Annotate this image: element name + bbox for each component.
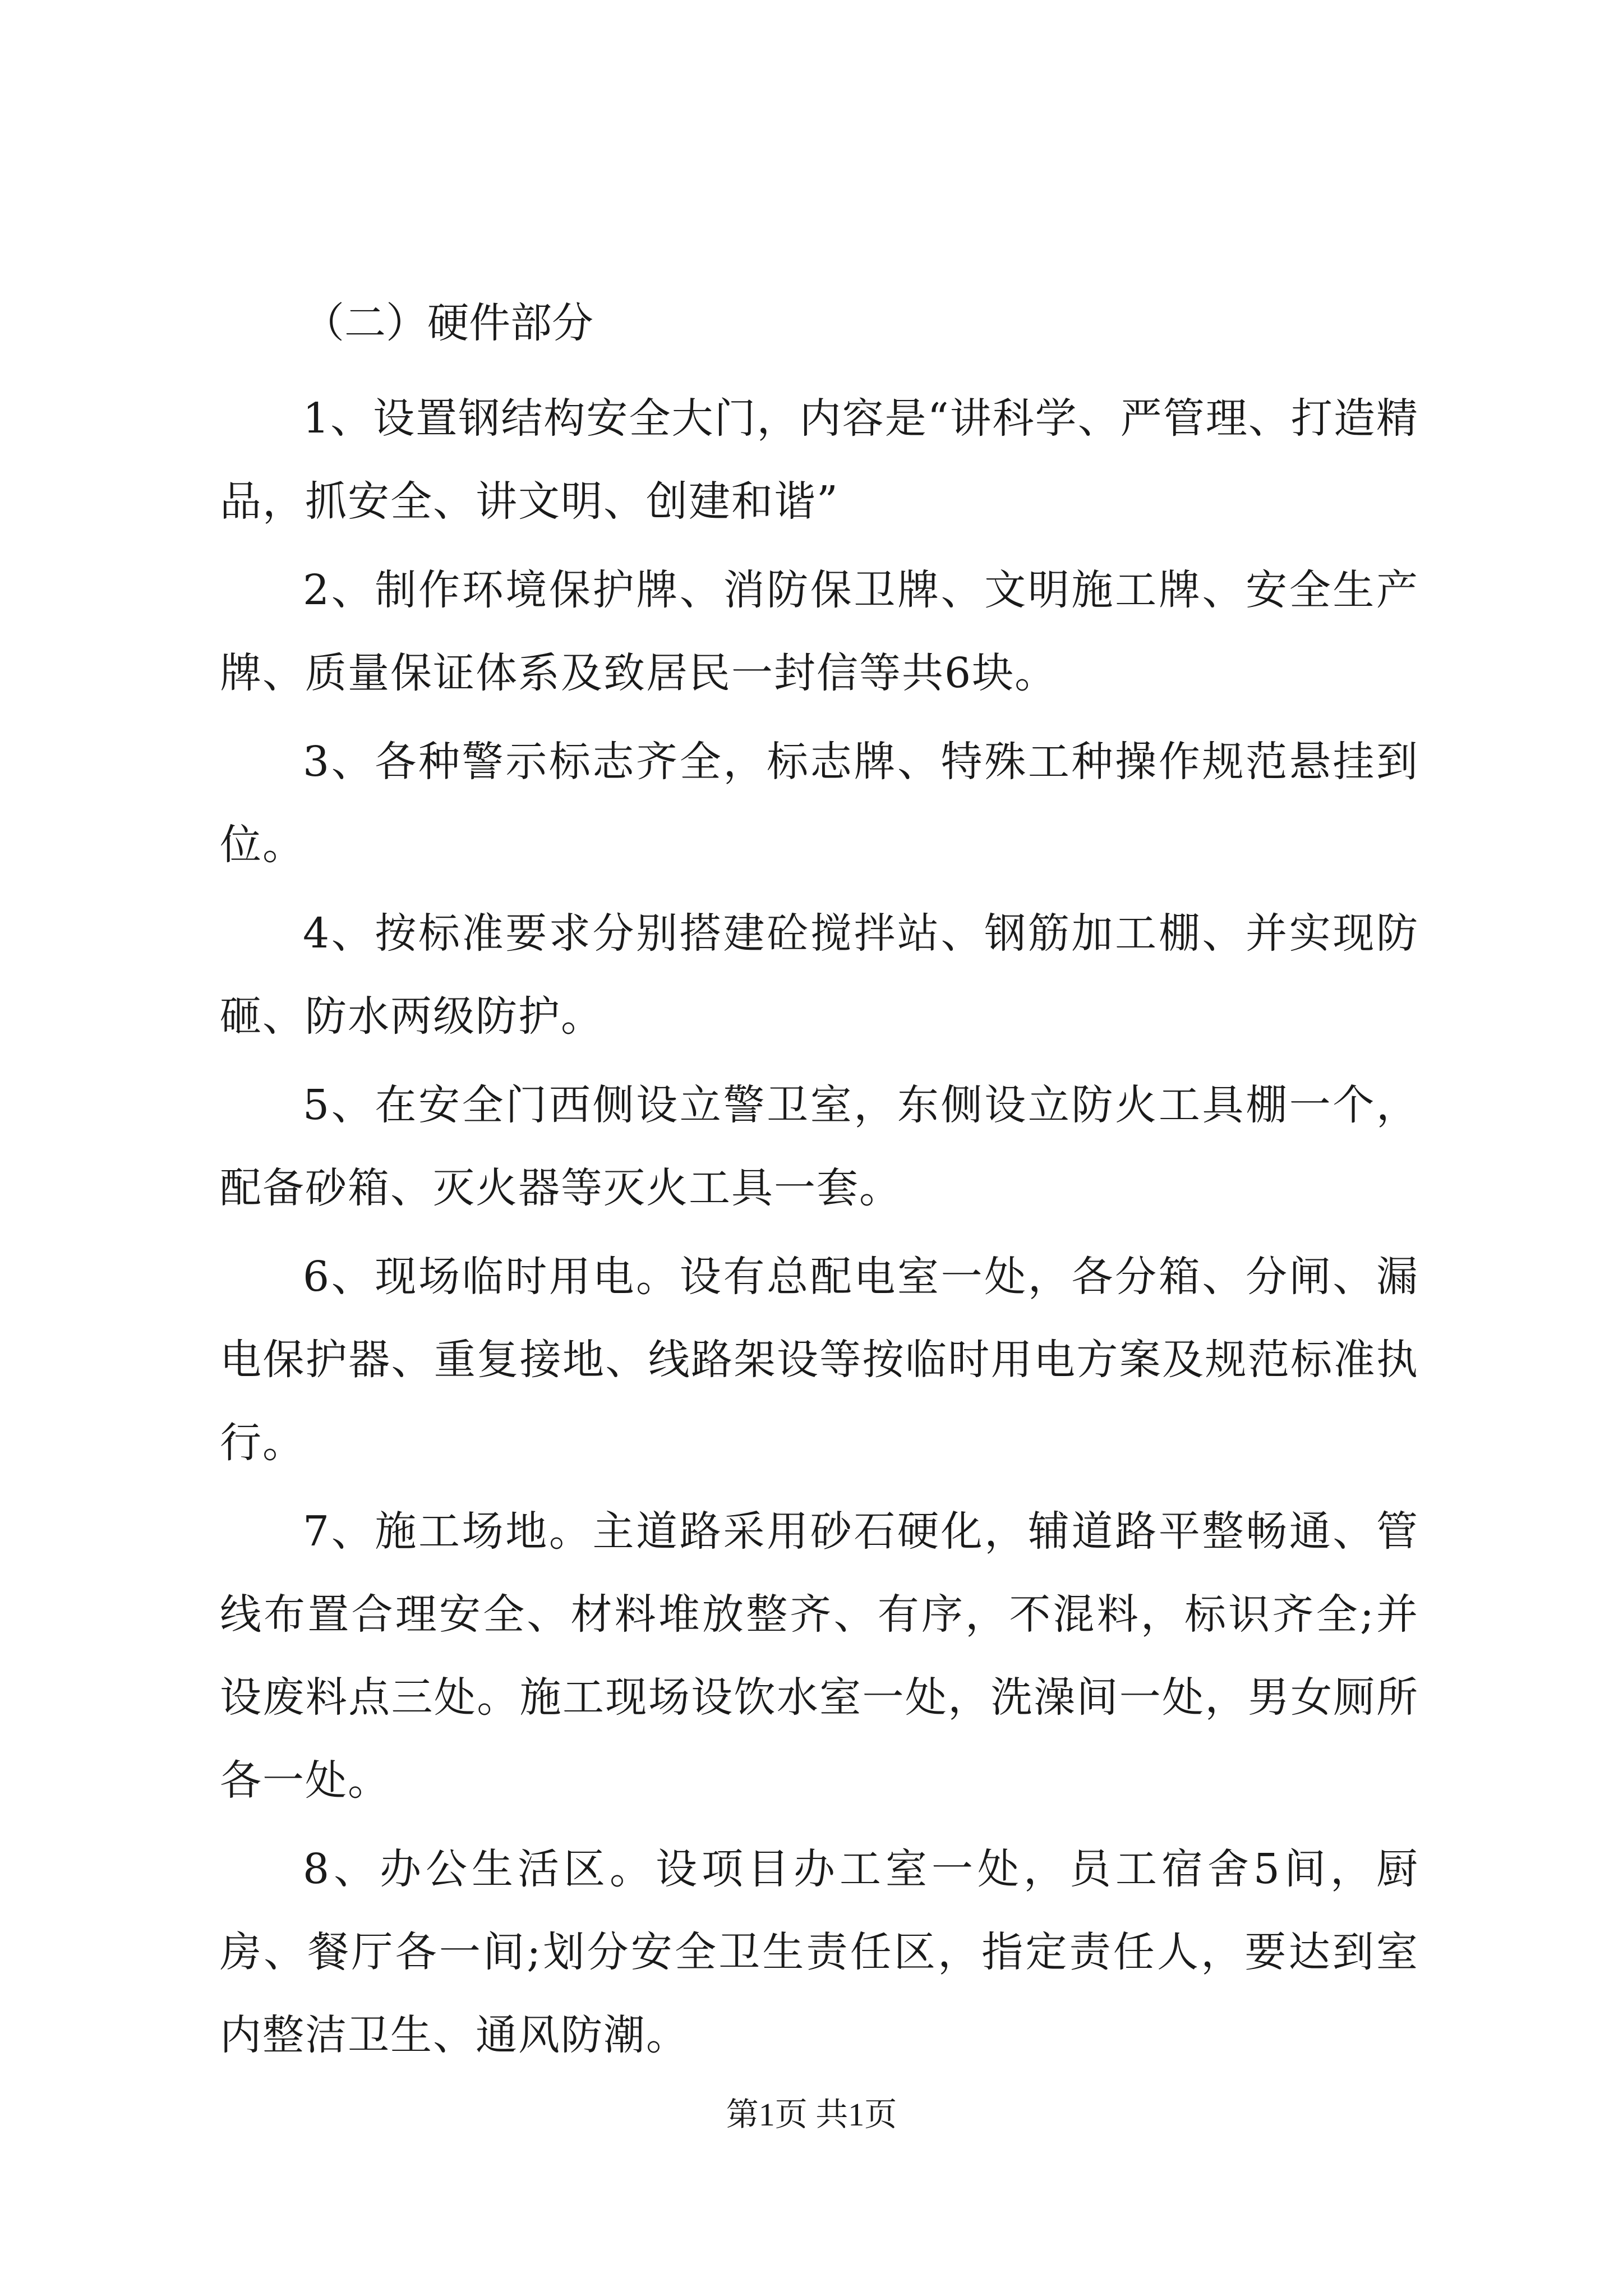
document-body [220, 297, 1419, 2082]
paragraph-5: 5、在安全门西侧设立警卫室，东侧设立防火工具棚一个，配备砂箱、灭火器等灭火工具一套。 [220, 1081, 1419, 1212]
paragraph-2: 2、制作环境保护牌、消防保卫牌、文明施工牌、安全生产牌、质量保证体系及致居民一封信等共6块。 [220, 566, 1419, 697]
paragraph-8: 8、办公生活区。设项目办工室一处，员工宿舍5间，厨房、餐厅各一间;划分安全卫生责任区，指定责任人，要达到室内整洁卫生、通风防潮。 [220, 1845, 1419, 2059]
paragraph-3: 3、各种警示标志齐全，标志牌、特殊工种操作规范悬挂到位。 [220, 738, 1419, 869]
paragraph-6: 6、现场临时用电。设有总配电室一处，各分箱、分闸、漏电保护器、重复接地、线路架设等按临时用电方案及规范标准执行。 [220, 1253, 1419, 1467]
paragraph-7: 7、施工场地。主道路采用砂石硬化，辅道路平整畅通、管线布置合理安全、材料堆放整齐、有序，不混料，标识齐全;并设废料点三处。施工现场设饮水室一处，洗澡间一处，男女厕所各一处。 [220, 1507, 1419, 1805]
paragraph-1: 1、设置钢结构安全大门，内容是“讲科学、严管理、打造精品，抓安全、讲文明、创建和谐” [220, 394, 1419, 526]
paragraph-4: 4、按标准要求分别搭建砼搅拌站、钢筋加工棚、并实现防砸、防水两级防护。 [220, 909, 1419, 1041]
section-heading: （二）硬件部分 [303, 299, 593, 347]
page-number-footer: 第1页 共1页 [726, 2096, 897, 2133]
